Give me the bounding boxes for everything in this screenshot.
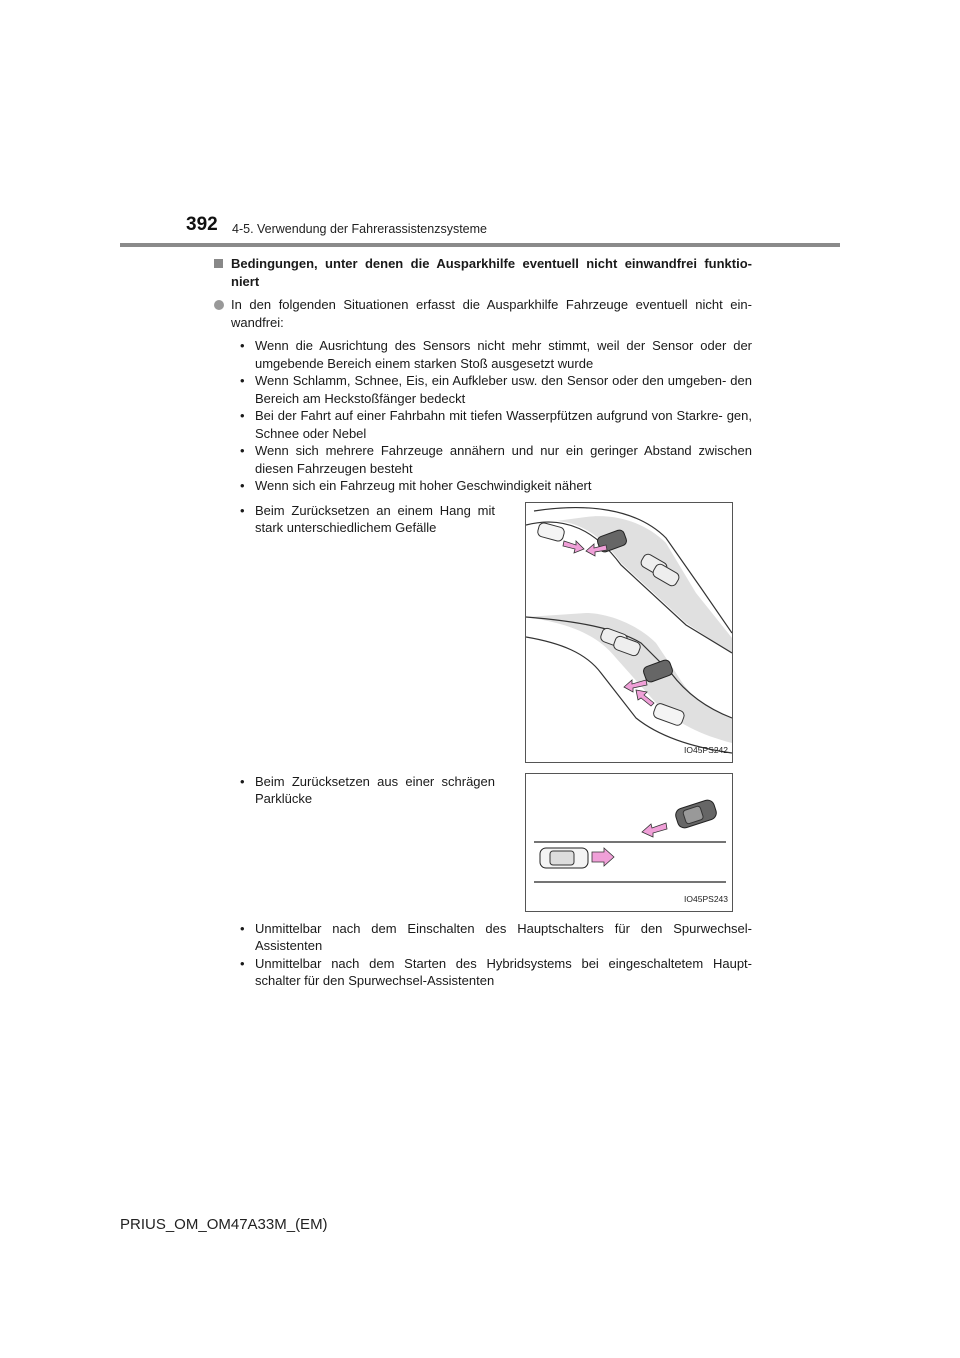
- intro-text: In den folgenden Situationen erfasst die Ausparkhilfe Fahrzeuge eventuell nicht ein- wandfrei:: [231, 297, 752, 330]
- list-item: • Wenn sich mehrere Fahrzeuge annähern und nur ein geringer Abstand zwischen diesen Fahrzeugen besteht: [240, 443, 752, 476]
- list-item: • Bei der Fahrt auf einer Fahrbahn mit tiefen Wasserpfützen aufgrund von Starkre- gen, Schnee oder Nebel: [240, 408, 752, 441]
- figure-code: IO45PS242: [684, 745, 728, 755]
- intro-item: [212, 296, 752, 331]
- list-item: • Wenn Schlamm, Schnee, Eis, ein Aufkleber usw. den Sensor oder den umgeben- den Bereich am Heckstoßfänger bedeckt: [240, 373, 752, 406]
- situation-list: [240, 337, 752, 495]
- header-rule: [120, 243, 840, 247]
- car-icon: [674, 798, 718, 829]
- slope-illustration: [525, 502, 733, 763]
- circle-bullet-icon: [214, 300, 224, 310]
- footer-doc-id: PRIUS_OM_OM47A33M_(EM): [120, 1216, 328, 1233]
- slope-row: [240, 502, 752, 763]
- after-list: [240, 920, 752, 990]
- parking-row: [240, 773, 752, 912]
- page-number: 392: [186, 214, 218, 235]
- parking-illustration: [525, 773, 733, 912]
- figure-code: IO45PS243: [684, 894, 728, 904]
- list-item: • Unmittelbar nach dem Einschalten des Hauptschalters für den Spurwechsel- Assistenten: [240, 920, 752, 953]
- list-item: • Beim Zurücksetzen aus einer schrägen Parklücke: [240, 773, 495, 806]
- section-title: 4-5. Verwendung der Fahrerassistenzsysteme: [232, 222, 487, 236]
- arrow-icon: [592, 823, 667, 866]
- car-icon: [540, 848, 588, 868]
- square-bullet-icon: [214, 259, 223, 268]
- heading-text: Bedingungen, unter denen die Ausparkhilfe eventuell nicht einwandfrei funktio- niert: [231, 256, 752, 289]
- slope-diagram: [526, 503, 732, 762]
- car-icon: [537, 521, 566, 541]
- conditions-heading: [212, 255, 752, 290]
- list-item: • Unmittelbar nach dem Starten des Hybridsystems bei eingeschaltetem Haupt- schalter für den Spurwechsel-Assistenten: [240, 955, 752, 988]
- list-item: • Wenn sich ein Fahrzeug mit hoher Geschwindigkeit nähert: [240, 478, 592, 493]
- list-item: • Beim Zurücksetzen an einem Hang mit stark unterschiedlichem Gefälle: [240, 502, 495, 535]
- parking-diagram: [526, 774, 732, 911]
- list-item: • Wenn die Ausrichtung des Sensors nicht mehr stimmt, weil der Sensor oder der umgebende Bereich einem starken Stoß ausgesetzt wurde: [240, 338, 752, 371]
- content: [212, 255, 752, 990]
